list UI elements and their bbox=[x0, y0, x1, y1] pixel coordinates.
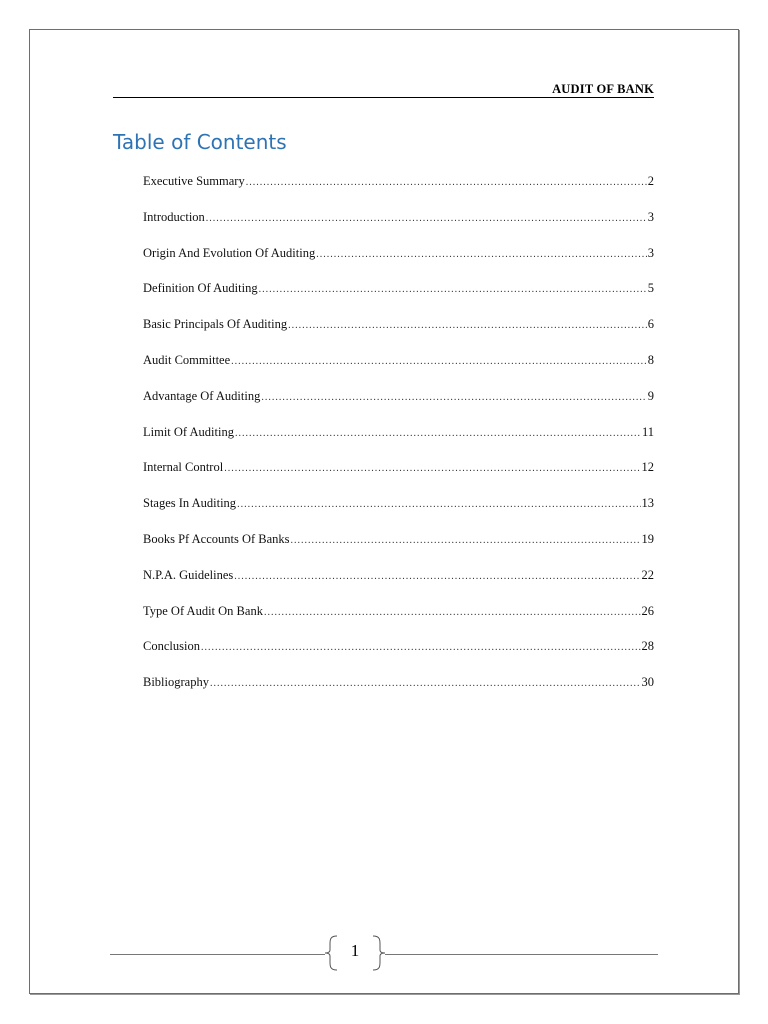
toc-dot-leader bbox=[231, 356, 647, 367]
toc-entry[interactable] bbox=[143, 532, 654, 568]
toc-dot-leader bbox=[316, 249, 647, 260]
toc-dot-leader bbox=[237, 499, 640, 510]
toc-entry-page: 3 bbox=[647, 245, 654, 260]
toc-entry[interactable] bbox=[143, 389, 654, 425]
toc-entry[interactable] bbox=[143, 604, 654, 640]
toc-entry-label: Internal Control bbox=[143, 460, 224, 475]
toc-dot-leader bbox=[264, 607, 641, 618]
toc-entry-label: N.P.A. Guidelines bbox=[143, 567, 234, 582]
footer-rule-right bbox=[385, 954, 658, 955]
toc-entry-label: Basic Principals Of Auditing bbox=[143, 317, 288, 332]
toc-dot-leader bbox=[291, 535, 641, 546]
toc-entry[interactable] bbox=[143, 568, 654, 604]
toc-heading: Table of Contents bbox=[113, 130, 287, 154]
toc-entry[interactable] bbox=[143, 174, 654, 210]
toc-entry-page: 6 bbox=[647, 317, 654, 332]
toc-dot-leader bbox=[235, 428, 641, 439]
toc-entry-label: Definition Of Auditing bbox=[143, 281, 258, 296]
toc-entry[interactable] bbox=[143, 210, 654, 246]
toc-list bbox=[143, 174, 654, 711]
toc-entry-label: Origin And Evolution Of Auditing bbox=[143, 245, 316, 260]
toc-dot-leader bbox=[206, 213, 647, 224]
toc-entry-label: Introduction bbox=[143, 209, 205, 224]
toc-dot-leader bbox=[261, 392, 646, 403]
toc-entry-label: Audit Committee bbox=[143, 352, 231, 367]
toc-entry-label: Bibliography bbox=[143, 675, 209, 690]
toc-entry-page: 19 bbox=[641, 531, 654, 546]
toc-entry-page: 12 bbox=[641, 460, 654, 475]
toc-dot-leader bbox=[201, 642, 641, 653]
toc-entry-page: 22 bbox=[641, 567, 654, 582]
toc-entry-page: 28 bbox=[641, 639, 654, 654]
toc-entry-page: 8 bbox=[647, 352, 654, 367]
toc-dot-leader bbox=[234, 571, 640, 582]
toc-dot-leader bbox=[259, 284, 647, 295]
toc-entry-label: Stages In Auditing bbox=[143, 496, 237, 511]
toc-entry[interactable] bbox=[143, 675, 654, 711]
toc-entry-label: Executive Summary bbox=[143, 174, 245, 188]
toc-entry[interactable] bbox=[143, 425, 654, 461]
toc-entry-label: Books Pf Accounts Of Banks bbox=[143, 531, 290, 546]
toc-entry-page: 30 bbox=[641, 675, 654, 690]
toc-entry-page: 3 bbox=[647, 209, 654, 224]
toc-entry-label: Limit Of Auditing bbox=[143, 424, 234, 439]
toc-dot-leader bbox=[210, 678, 641, 689]
toc-entry-page: 2 bbox=[647, 174, 654, 188]
toc-entry-page: 5 bbox=[647, 281, 654, 296]
toc-entry[interactable] bbox=[143, 246, 654, 282]
toc-entry-page: 11 bbox=[641, 424, 654, 439]
page-number: 1 bbox=[350, 941, 360, 960]
toc-entry-label: Advantage Of Auditing bbox=[143, 388, 261, 403]
header-rule bbox=[113, 97, 654, 98]
toc-entry-page: 13 bbox=[641, 496, 654, 511]
running-header-title: AUDIT OF BANK bbox=[552, 82, 654, 96]
toc-entry[interactable] bbox=[143, 353, 654, 389]
toc-dot-leader bbox=[246, 177, 647, 188]
footer-rule-left bbox=[110, 954, 325, 955]
toc-dot-leader bbox=[288, 320, 647, 331]
toc-entry[interactable] bbox=[143, 496, 654, 532]
toc-entry-label: Type Of Audit On Bank bbox=[143, 603, 263, 618]
toc-entry[interactable] bbox=[143, 317, 654, 353]
toc-entry[interactable] bbox=[143, 281, 654, 317]
toc-entry-page: 26 bbox=[641, 603, 654, 618]
toc-entry[interactable] bbox=[143, 639, 654, 675]
toc-dot-leader bbox=[224, 463, 640, 474]
toc-entry[interactable] bbox=[143, 460, 654, 496]
toc-entry-label: Conclusion bbox=[143, 639, 200, 654]
toc-entry-page: 9 bbox=[647, 388, 654, 403]
